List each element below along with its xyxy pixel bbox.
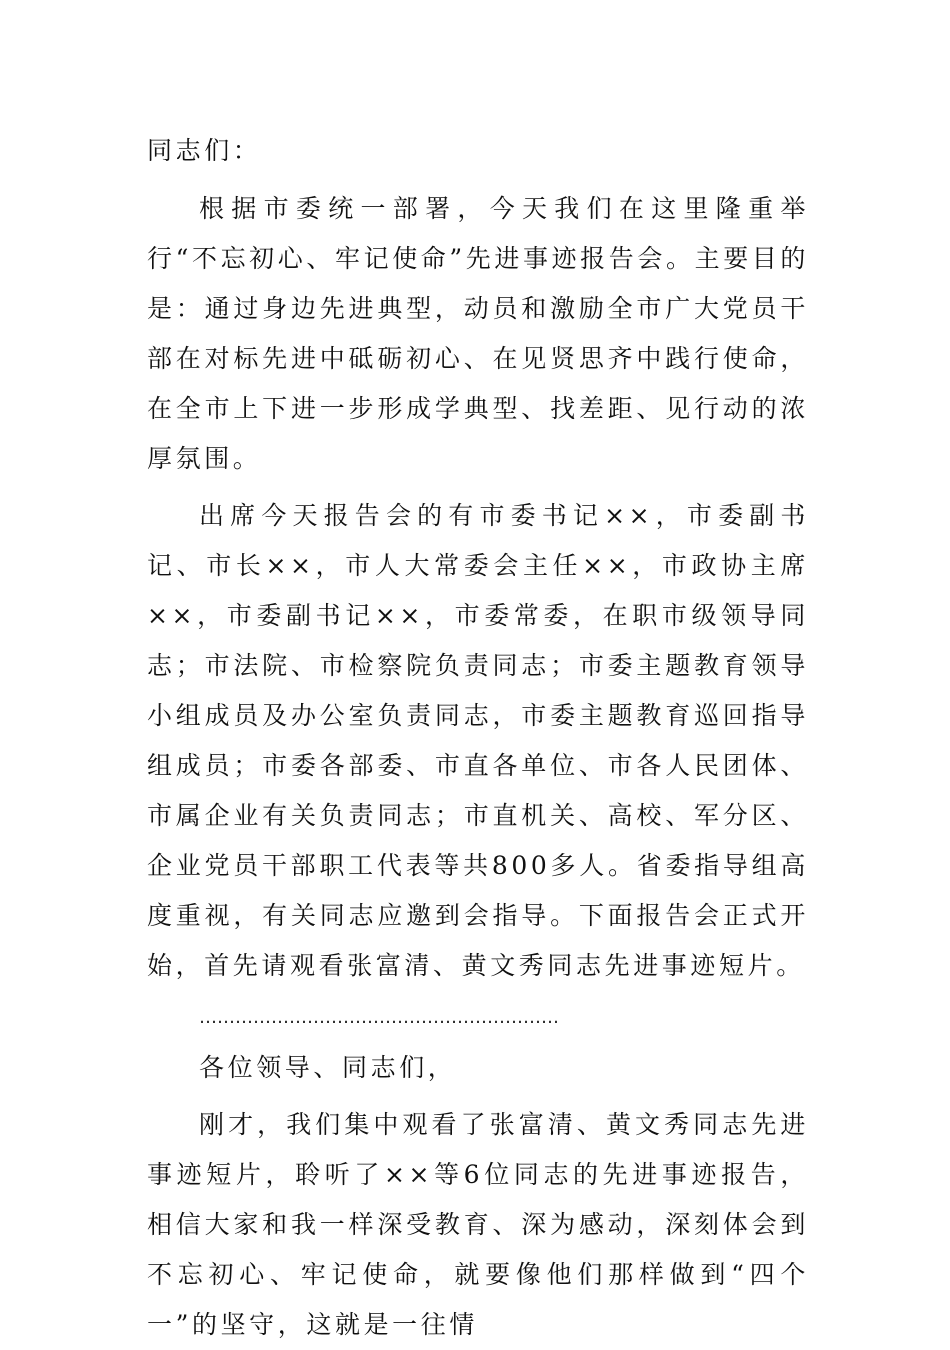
greeting: 各位领导、同志们， (199, 1053, 457, 1082)
paragraph-closing: 刚才，我们集中观看了张富清、黄文秀同志先进事迹短片，聆听了××等6位同志的先进事迹报告，相信大家和我一样深受教育、深为感动，深刻体会到不忘初心、牢记使命，就要像他们那样做到“四个一”的坚守，这就是一往情 (147, 1110, 809, 1339)
salutation: 同志们： (147, 136, 262, 165)
paragraph-attendees: 出席今天报告会的有市委书记××，市委副书记、市长××，市人大常委会主任××，市政协主席××，市委副书记××，市委常委，在职市级领导同志；市法院、市检察院负责同志；市委主题教育领导小组成员及办公室负责同志，市委主题教育巡回指导组成员；市委各部委、市直各单位、市各人民团体、市属企业有关负责同志；市直机关、高校、军分区、企业党员干部职工代表等共800多人。省委指导组高度重视，有关同志应邀到会指导。下面报告会正式开始，首先请观看张富清、黄文秀同志先进事迹短片。 (147, 501, 809, 980)
ellipsis-separator: …………………………………………………… (199, 1007, 559, 1028)
paragraph-purpose: 根据市委统一部署，今天我们在这里隆重举行“不忘初心、牢记使命”先进事迹报告会。主要目的是：通过身边先进典型，动员和激励全市广大党员干部在对标先进中砥砺初心、在见贤思齐中践行使命，在全市上下进一步形成学典型、找差距、见行动的浓厚氛围。 (147, 194, 809, 473)
speech-body (147, 126, 809, 1350)
